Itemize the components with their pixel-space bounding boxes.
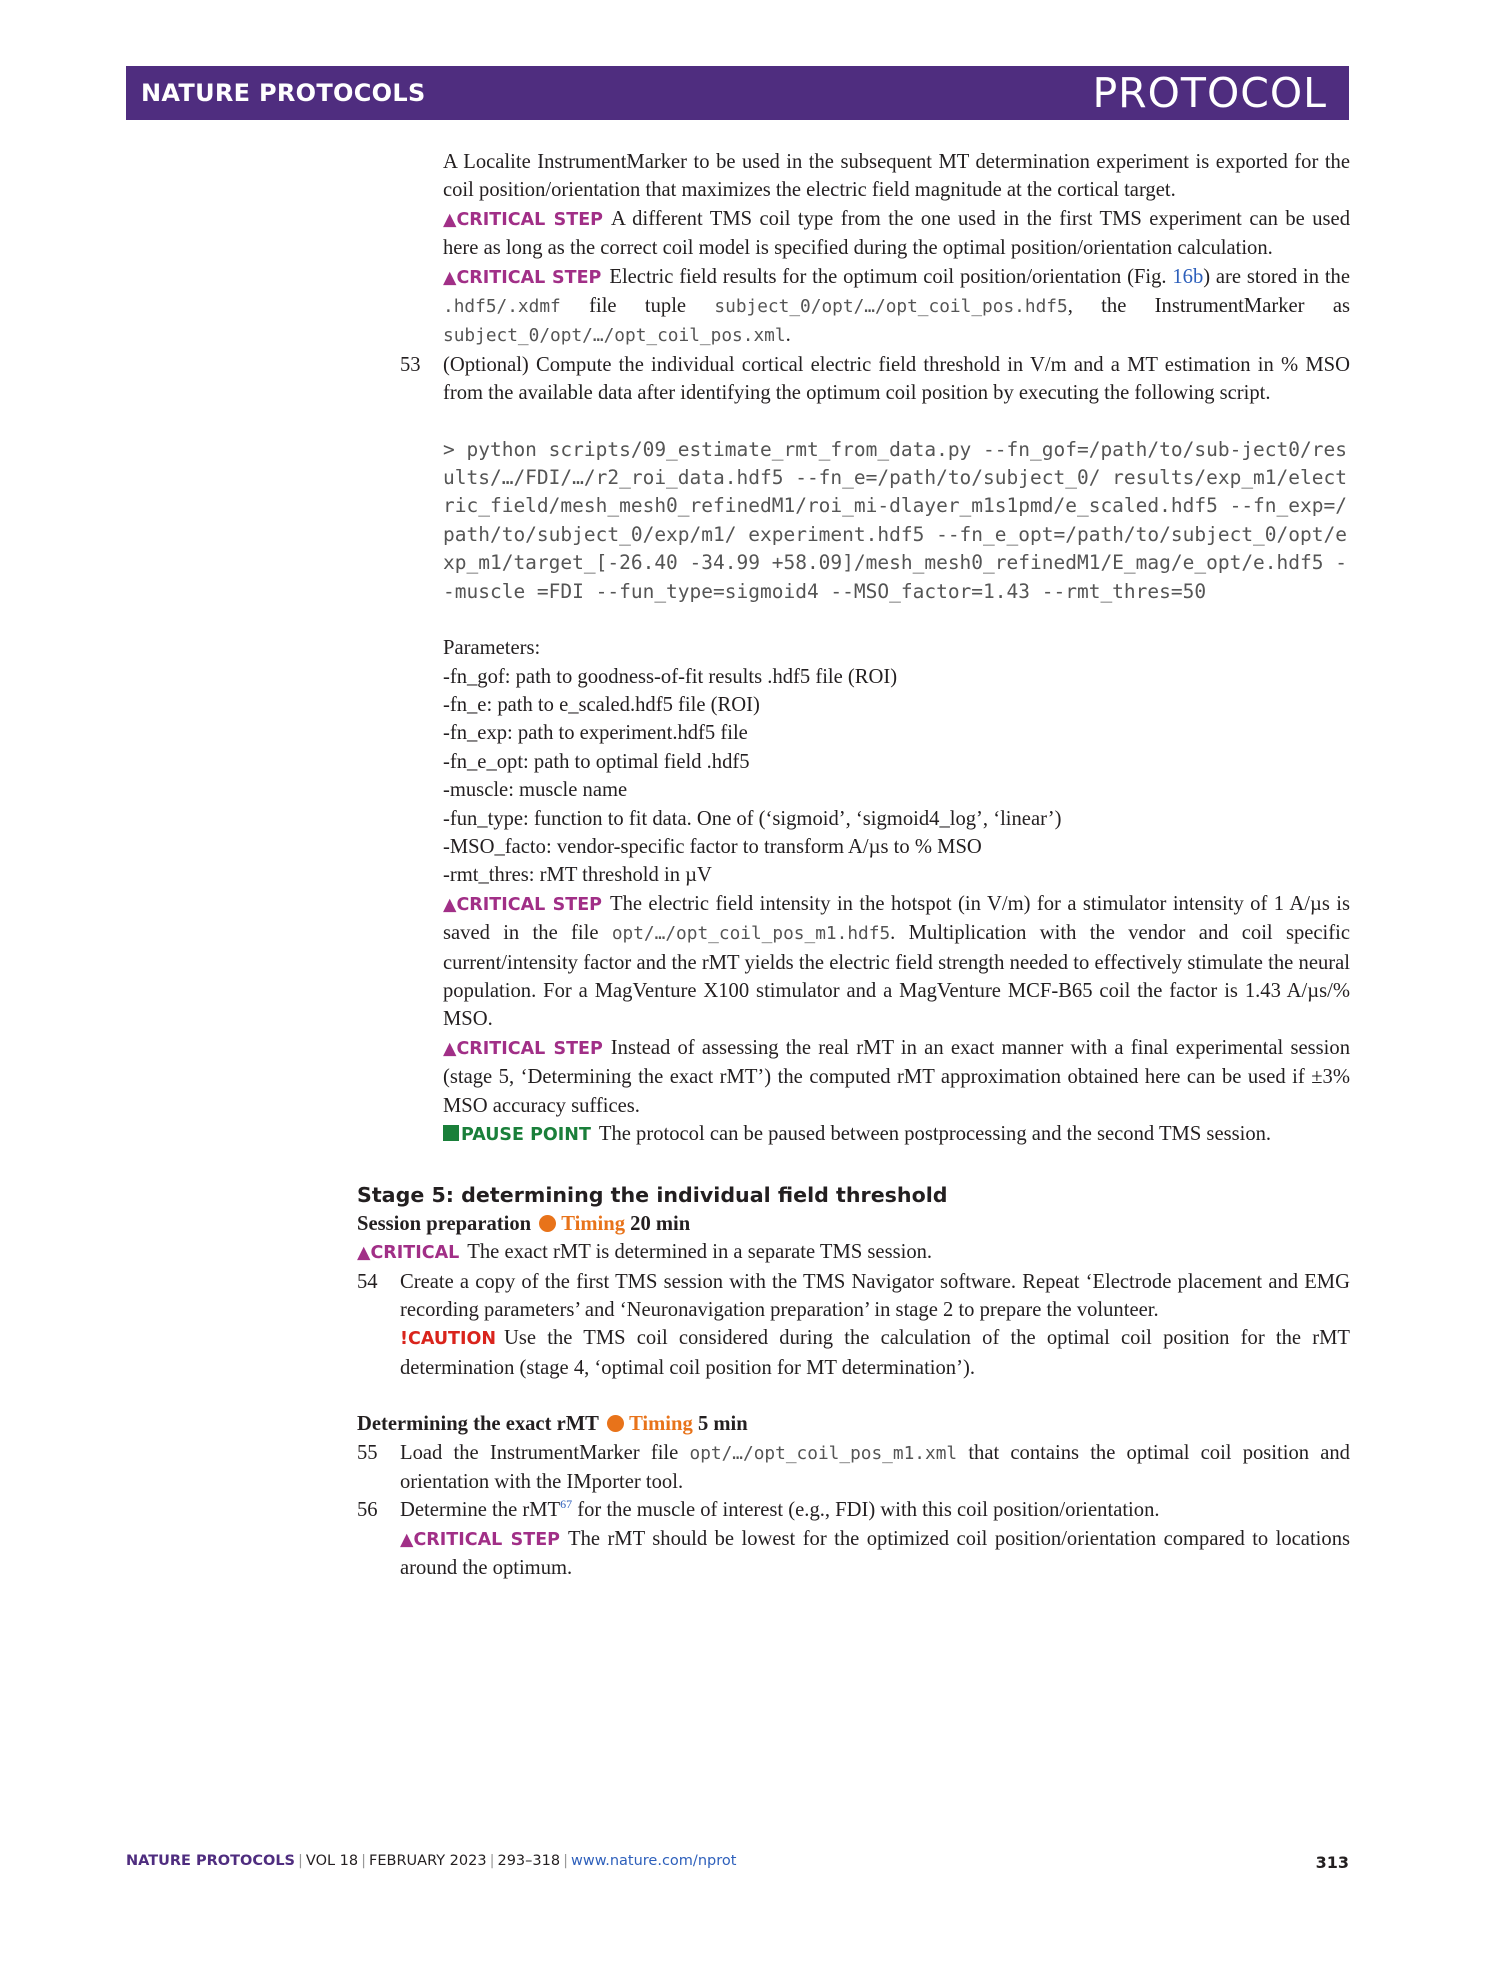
critical-step-note: ▲CRITICAL STEP Electric field results for the optimum coil position/orientation (Fig. 16b) are stored in the .hdf5/.xdmf file tuple subject_0/opt/…/opt_coil_pos.hdf5, the InstrumentMarker as subject_0/opt/…/opt_coil_pos.xml. [443, 265, 1350, 347]
code-block: > python scripts/09_estimate_rmt_from_data.py --fn_gof=/path/to/sub-ject0/results/…/FDI/…/r2_roi_data.hdf5 --fn_e=/path/to/subject_0/ results/exp_m1/electric_field/mesh_mesh0_refinedM1/roi_mi-dlayer_m1s1pmd/e_scaled.hdf5 --fn_exp=/path/to/subject_0/exp/m1/ experiment.hdf5 --fn_e_opt=/path/to/subject_0/opt/exp_m1/target_[-26.40 -34.99 +58.09]/mesh_mesh0_refinedM1/E_mag/e_opt/e.hdf5 --muscle =FDI --fun_type=sigmoid4 --MSO_factor=1.43 --rmt_thres=50 [443, 437, 1347, 603]
critical-step-label: ▲CRITICAL STEP [443, 268, 601, 288]
step-53 [400, 351, 1350, 1150]
triangle-icon: ▲ [443, 1038, 457, 1059]
square-icon [443, 1125, 459, 1141]
footer-url-link[interactable]: www.nature.com/nprot [570, 1853, 737, 1869]
step-text: Load the InstrumentMarker file opt/…/opt_coil_pos_m1.xml that contains the optimal coil position and orientation with the IMporter tool. [400, 1441, 1350, 1494]
step-56 [357, 1496, 1350, 1582]
critical-note: ▲CRITICAL The exact rMT is determined in a separate TMS session. [357, 1238, 1350, 1267]
param-item: -MSO_facto: vendor-specific factor to transform A/µs to % MSO [443, 835, 982, 858]
critical-step-note: ▲CRITICAL STEP Instead of assessing the real rMT in an exact manner with a final experimental session (stage 5, ‘Determining the exact rMT’) the computed rMT approximation obtained here can be used if ±3% MSO accuracy suffices. [443, 1036, 1350, 1117]
article-type: PROTOCOL [1092, 69, 1327, 117]
file-path: .hdf5/.xdmf [443, 296, 561, 318]
paragraph: A Localite InstrumentMarker to be used in the subsequent MT determination experiment is exported for the coil position/orientation that maximizes the electric field magnitude at the cortical target. [443, 151, 1350, 202]
caution-label: !CAUTION [400, 1329, 497, 1350]
critical-step-label: ▲CRITICAL STEP [443, 210, 603, 230]
param-item: -rmt_thres: rMT threshold in µV [443, 864, 712, 887]
step-number: 55 [357, 1441, 378, 1464]
triangle-icon: ▲ [443, 267, 457, 288]
param-item: -fn_gof: path to goodness-of-fit results .hdf5 file (ROI) [443, 665, 898, 688]
step52-continuation [400, 148, 1350, 351]
page-number: 313 [1315, 1853, 1349, 1872]
step-text: Determine the rMT$^{67}$ for the muscle of interest (e.g., FDI) with this coil position/orientation. [400, 1497, 1160, 1522]
triangle-icon: ▲ [357, 1243, 371, 1264]
footer-journal: NATURE PROTOCOLS [126, 1853, 296, 1869]
page-footer: NATURE PROTOCOLS | VOL 18 | FEBRUARY 2023 | 293–318 | www.nature.com/nprot 313 [126, 1853, 1349, 1872]
triangle-icon: ▲ [443, 209, 457, 230]
footer-volume: VOL 18 [305, 1853, 359, 1869]
param-item: -fn_e_opt: path to optimal field .hdf5 [443, 750, 750, 773]
stage5-section [357, 1181, 1350, 1582]
critical-step-label: ▲CRITICAL STEP [443, 895, 602, 915]
param-item: -fn_exp: path to experiment.hdf5 file [443, 722, 748, 745]
section-heading: Stage 5: determining the individual field threshold [357, 1183, 948, 1208]
figure-link[interactable]: 16b [1172, 265, 1204, 288]
critical-step-note: ▲CRITICAL STEP The rMT should be lowest for the optimized coil position/orientation compared to locations around the optimum. [400, 1527, 1351, 1580]
step-54 [357, 1268, 1350, 1383]
critical-step-note: ▲CRITICAL STEP The electric field intensity in the hotspot (in V/m) for a stimulator intensity of 1 A/µs is saved in the file opt/…/opt_coil_pos_m1.hdf5. Multiplication with the vendor and coil specific current/intensity factor and the rMT yields the electric field strength needed to effectively stimulate the neural population. For a MagVenture X100 stimulator and a MagVenture MCF-B65 coil the factor is 1.43 A/µs/% MSO. [443, 892, 1350, 1031]
param-item: -fn_e: path to e_scaled.hdf5 file (ROI) [443, 693, 760, 716]
subsection-heading: Determining the exact rMT Timing 5 min [357, 1413, 748, 1436]
file-path: subject_0/opt/…/opt_coil_pos.xml [443, 325, 786, 347]
critical-label: ▲CRITICAL [357, 1243, 459, 1263]
reference-link[interactable]: 67 [560, 1497, 573, 1512]
file-path: subject_0/opt/…/opt_coil_pos.hdf5 [714, 296, 1068, 318]
footer-date: FEBRUARY 2023 [369, 1853, 487, 1869]
timing-dot-icon [607, 1415, 624, 1432]
file-path: opt/…/opt_coil_pos_m1.xml [689, 1442, 958, 1464]
caution-note: !CAUTION Use the TMS coil considered during the calculation of the optimal coil position for the rMT determination (stage 4, ‘optimal coil position for MT determination’). [400, 1327, 1350, 1379]
subsection-heading: Session preparation Timing 20 min [357, 1212, 691, 1235]
triangle-icon: ▲ [400, 1529, 414, 1550]
step-text: Create a copy of the first TMS session with the TMS Navigator software. Repeat ‘Electrode placement and EMG recording parameters’ and ‘Neuronavigation preparation’ in stage 2 to prepare the volunteer. [400, 1270, 1350, 1322]
critical-step-label: ▲CRITICAL STEP [400, 1530, 560, 1550]
journal-header [126, 66, 1349, 120]
critical-step-label: ▲CRITICAL STEP [443, 1039, 603, 1059]
step-55 [357, 1439, 1350, 1497]
pause-point-note: PAUSE POINT The protocol can be paused between postprocessing and the second TMS session. [443, 1120, 1350, 1149]
timing-dot-icon [539, 1215, 556, 1232]
footer-pages: 293–318 [497, 1853, 561, 1869]
step-number: 54 [357, 1270, 378, 1293]
critical-step-note: ▲CRITICAL STEP A different TMS coil type from the one used in the first TMS experiment can be used here as long as the correct coil model is specified during the optimal position/orientation calculation. [443, 207, 1350, 260]
step-number: 56 [357, 1499, 378, 1522]
param-item: -muscle: muscle name [443, 779, 628, 802]
file-path: opt/…/opt_coil_pos_m1.hdf5 [611, 923, 891, 945]
step-text: (Optional) Compute the individual cortical electric field threshold in V/m and a MT estimation in % MSO from the available data after identifying the optimum coil position by executing the following script. [443, 353, 1350, 405]
main-content [357, 148, 1351, 1583]
step-number: 53 [400, 353, 421, 376]
param-item: -fun_type: function to fit data. One of (‘sigmoid’, ‘sigmoid4_log’, ‘linear’) [443, 807, 1062, 830]
pause-point-label: PAUSE POINT [443, 1125, 591, 1145]
triangle-icon: ▲ [443, 894, 457, 915]
journal-name: NATURE PROTOCOLS [141, 79, 426, 107]
params-title: Parameters: [443, 637, 541, 660]
